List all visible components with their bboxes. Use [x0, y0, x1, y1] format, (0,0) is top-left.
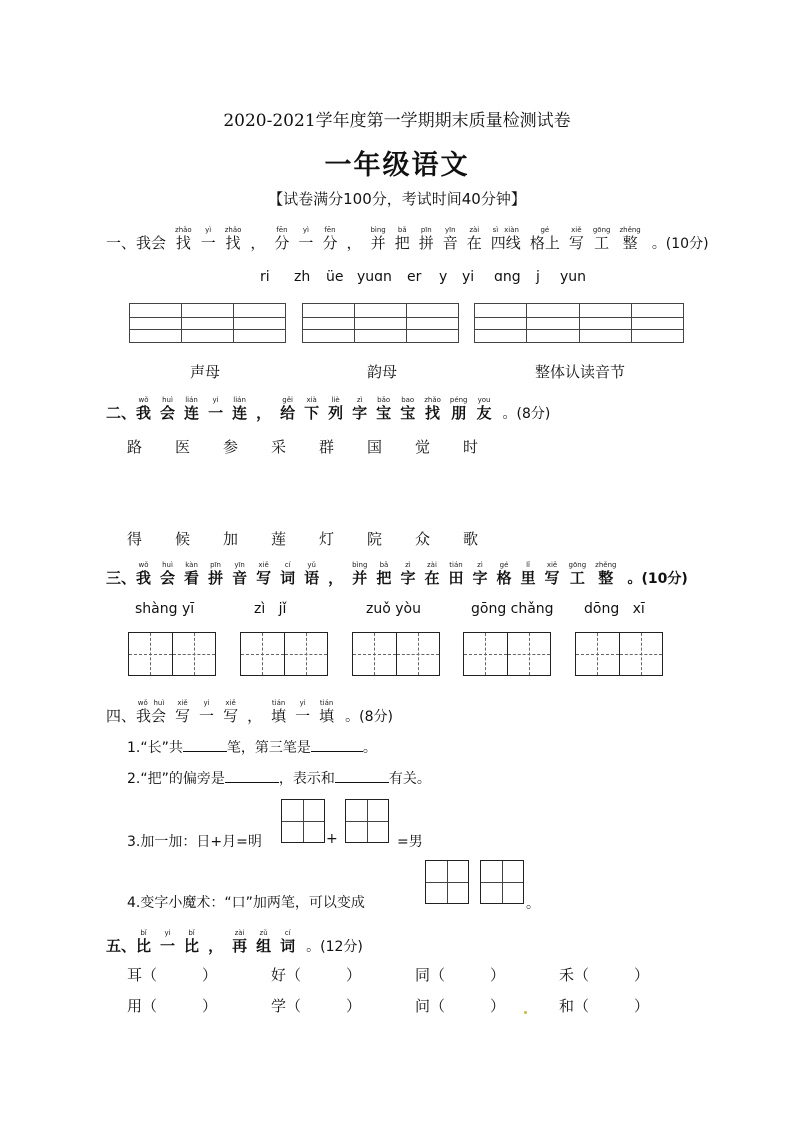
tian-grid-pair[interactable]	[240, 632, 328, 676]
pinyin-annotated-char: 一yì	[298, 226, 314, 252]
q5-number: 五、	[106, 937, 137, 955]
stray-dot	[524, 1011, 527, 1014]
q1-number: 一、	[106, 234, 137, 252]
pinyin-annotated-char: 一yi	[199, 699, 215, 725]
match-char[interactable]: 加	[223, 530, 239, 548]
pinyin-item: zh	[294, 269, 311, 285]
four-line-grid-whole-syllables[interactable]	[474, 303, 684, 343]
q4-item-3-text: 3.加一加：日+月=明	[127, 834, 262, 850]
pinyin-annotated-char: 整zhěng	[619, 226, 641, 252]
pinyin-annotated-char: 词cí	[280, 561, 296, 587]
q4-item-4-end: 。	[526, 896, 540, 912]
compare-item[interactable]: 同（ ）	[415, 966, 506, 984]
pinyin-word: dōng xī	[584, 601, 645, 617]
match-char[interactable]: 医	[175, 438, 191, 456]
q5-instruction	[136, 929, 304, 956]
pinyin-annotated-char: 写xiě	[544, 561, 560, 587]
pinyin-word: zuǒ yòu	[366, 601, 421, 617]
pinyin-annotated-char: 字zì	[472, 561, 488, 587]
pinyin-annotated-char: 字zì	[400, 561, 416, 587]
q3-number: 三、	[106, 569, 137, 587]
q2-number: 二、	[106, 404, 137, 422]
pinyin-word: gōng chǎng	[471, 601, 554, 617]
q4-item-4-text: 4.变字小魔术：“口”加两笔，可以变成	[127, 895, 365, 911]
four-line-grid-finals[interactable]	[302, 303, 459, 343]
tian-grid-pair[interactable]	[463, 632, 551, 676]
q4-item-1: 1.“长”共 笔，第三笔是 。	[127, 737, 377, 757]
match-char[interactable]: 得	[127, 530, 143, 548]
match-char[interactable]: 院	[367, 530, 383, 548]
match-char[interactable]: 莲	[271, 530, 287, 548]
pinyin-annotated-char: 我会	[136, 234, 167, 252]
pinyin-annotated-char: 我wǒ	[136, 561, 152, 587]
pinyin-annotated-char: 连lián	[232, 396, 248, 422]
pinyin-annotated-char: 格上gé	[529, 226, 560, 252]
pinyin-annotated-char: ，	[250, 234, 266, 252]
pinyin-annotated-char: 并bìng	[352, 561, 368, 587]
q3-score: 。(10分)	[627, 571, 688, 587]
pinyin-annotated-char: 一yi	[160, 929, 176, 955]
pinyin-annotated-char: 整zhěng	[595, 561, 617, 587]
pinyin-annotated-char: ，	[208, 937, 224, 955]
tian-grid-pair[interactable]	[128, 632, 216, 676]
pinyin-annotated-char: 一yi	[208, 396, 224, 422]
pinyin-annotated-char: 词cí	[280, 929, 296, 955]
compare-item[interactable]: 学（ ）	[271, 997, 362, 1015]
q3-instruction	[136, 561, 625, 588]
pinyin-annotated-char: 宝bao	[400, 396, 416, 422]
pinyin-annotated-char: 我会wǒ huì	[136, 699, 167, 725]
q1-score: 。(10分)	[651, 236, 709, 252]
match-char[interactable]: 国	[367, 438, 383, 456]
match-char[interactable]: 时	[463, 438, 479, 456]
q1-instruction	[136, 226, 650, 253]
pinyin-annotated-char: ，	[247, 707, 263, 725]
pinyin-annotated-char: 并bìng	[370, 226, 386, 252]
pinyin-annotated-char: 找zhǎo	[175, 226, 192, 252]
q4-item-2: 2.“把”的偏旁是 ，表示和 有关。	[127, 768, 431, 788]
pinyin-annotated-char: 分fēn	[274, 226, 290, 252]
q4-heading	[106, 699, 393, 726]
pinyin-annotated-char: 找zhǎo	[424, 396, 441, 422]
match-char[interactable]: 灯	[319, 530, 335, 548]
pinyin-item: ɑng	[494, 269, 521, 285]
pinyin-annotated-char: 找zhǎo	[224, 226, 242, 252]
pinyin-annotated-char: 连lián	[184, 396, 200, 422]
group-label-whole-syllables: 整体认读音节	[535, 363, 626, 381]
pinyin-annotated-char: 比bǐ	[136, 929, 152, 955]
compare-item[interactable]: 问（ ）	[415, 997, 506, 1015]
exam-note: 【试卷满分100分，考试时间40分钟】	[268, 190, 526, 208]
pinyin-annotated-char: 再zài	[232, 929, 248, 955]
pinyin-annotated-char: 把bǎ	[376, 561, 392, 587]
match-char[interactable]: 群	[319, 438, 335, 456]
tian-grid-pair[interactable]	[352, 632, 440, 676]
pinyin-annotated-char: 填tián	[271, 699, 287, 725]
pinyin-annotated-char: 写xiě	[256, 561, 272, 587]
pinyin-annotated-char: 组zǔ	[256, 929, 272, 955]
match-char[interactable]: 觉	[415, 438, 431, 456]
pinyin-annotated-char: 音yīn	[442, 226, 458, 252]
pinyin-annotated-char: ，	[256, 404, 272, 422]
answer-blank[interactable]	[225, 768, 279, 783]
match-char[interactable]: 歌	[463, 530, 479, 548]
exam-name: 2020-2021学年度第一学期期末质量检测试卷	[223, 111, 571, 131]
pinyin-annotated-char: 格gé	[496, 561, 512, 587]
pinyin-annotated-char: 拼pīn	[208, 561, 224, 587]
pinyin-annotated-char: 朋péng	[449, 396, 468, 422]
pinyin-annotated-char: 在zài	[466, 226, 482, 252]
pinyin-annotated-char: 工gōng	[568, 561, 587, 587]
compare-item[interactable]: 和（ ）	[559, 997, 650, 1015]
pinyin-annotated-char: 在zài	[424, 561, 440, 587]
q5-score: 。(12分)	[306, 939, 363, 955]
pinyin-item: yuɑn	[357, 269, 392, 285]
pinyin-annotated-char: 一yi	[295, 699, 311, 725]
pinyin-word: shàng yī	[135, 601, 195, 617]
pinyin-annotated-char: 字zì	[352, 396, 368, 422]
q4-item-3-result: =男	[397, 834, 423, 850]
q2-heading	[106, 396, 550, 423]
q2-score: 。(8分)	[502, 406, 551, 422]
tian-grid[interactable]	[281, 799, 325, 843]
pinyin-item: yi	[462, 269, 475, 285]
pinyin-annotated-char: 写xiě	[223, 699, 239, 725]
pinyin-annotated-char: 分fēn	[322, 226, 338, 252]
pinyin-item: üe	[326, 269, 344, 285]
pinyin-annotated-char: 田tián	[448, 561, 464, 587]
compare-item[interactable]: 耳（ ）	[127, 966, 218, 984]
compare-item[interactable]: 好（ ）	[271, 966, 362, 984]
plus-sign: +	[326, 831, 338, 847]
subject-title: 一年级语文	[324, 150, 470, 181]
q5-heading	[106, 929, 363, 956]
match-char[interactable]: 众	[415, 530, 431, 548]
match-char[interactable]: 候	[175, 530, 191, 548]
match-char[interactable]: 采	[271, 438, 287, 456]
q4-score: 。(8分)	[345, 709, 393, 725]
pinyin-annotated-char: 我wǒ	[136, 396, 152, 422]
tian-grid-pair[interactable]	[575, 632, 663, 676]
pinyin-annotated-char: 一yì	[200, 226, 216, 252]
pinyin-annotated-char: 会huì	[160, 561, 176, 587]
pinyin-word: zì jǐ	[254, 601, 287, 617]
pinyin-item: yun	[560, 269, 587, 285]
q2-instruction	[136, 396, 501, 423]
group-label-finals: 韵母	[367, 363, 398, 381]
group-label-initials: 声母	[190, 363, 221, 381]
pinyin-annotated-char: 四线sì xiàn	[490, 226, 521, 252]
tian-grid[interactable]	[480, 860, 524, 904]
pinyin-item: j	[536, 269, 540, 285]
pinyin-annotated-char: 音yīn	[232, 561, 248, 587]
pinyin-annotated-char: ，	[328, 569, 344, 587]
pinyin-item: ri	[260, 269, 270, 285]
compare-item[interactable]: 禾（ ）	[559, 966, 650, 984]
pinyin-annotated-char: 写xiě	[568, 226, 584, 252]
answer-blank[interactable]	[183, 737, 227, 752]
pinyin-annotated-char: 友you	[476, 396, 492, 422]
pinyin-annotated-char: 写xiě	[175, 699, 191, 725]
four-line-grid-initials[interactable]	[129, 303, 286, 343]
tian-grid[interactable]	[345, 799, 389, 843]
pinyin-item: y	[439, 269, 448, 285]
pinyin-annotated-char: 给gěi	[280, 396, 296, 422]
pinyin-annotated-char: 拼pīn	[418, 226, 434, 252]
pinyin-annotated-char: ，	[346, 234, 362, 252]
compare-item[interactable]: 用（ ）	[127, 997, 218, 1015]
pinyin-annotated-char: 看kàn	[184, 561, 200, 587]
pinyin-annotated-char: 列liè	[328, 396, 344, 422]
answer-blank[interactable]	[335, 768, 389, 783]
q3-heading	[106, 561, 688, 588]
pinyin-annotated-char: 语yǔ	[304, 561, 320, 587]
q4-number: 四、	[106, 707, 137, 725]
pinyin-annotated-char: 把bǎ	[394, 226, 410, 252]
pinyin-item: er	[407, 269, 422, 285]
pinyin-annotated-char: 里lǐ	[520, 561, 536, 587]
match-char[interactable]: 参	[223, 438, 239, 456]
pinyin-annotated-char: 宝bǎo	[376, 396, 392, 422]
pinyin-annotated-char: 会huì	[160, 396, 176, 422]
answer-blank[interactable]	[311, 737, 363, 752]
q1-heading	[106, 226, 709, 253]
pinyin-annotated-char: 工gōng	[592, 226, 611, 252]
tian-grid[interactable]	[425, 860, 469, 904]
pinyin-annotated-char: 下xià	[304, 396, 320, 422]
pinyin-annotated-char: 比bǐ	[184, 929, 200, 955]
match-char[interactable]: 路	[127, 438, 143, 456]
q4-instruction	[136, 699, 343, 726]
pinyin-annotated-char: 填tián	[319, 699, 335, 725]
